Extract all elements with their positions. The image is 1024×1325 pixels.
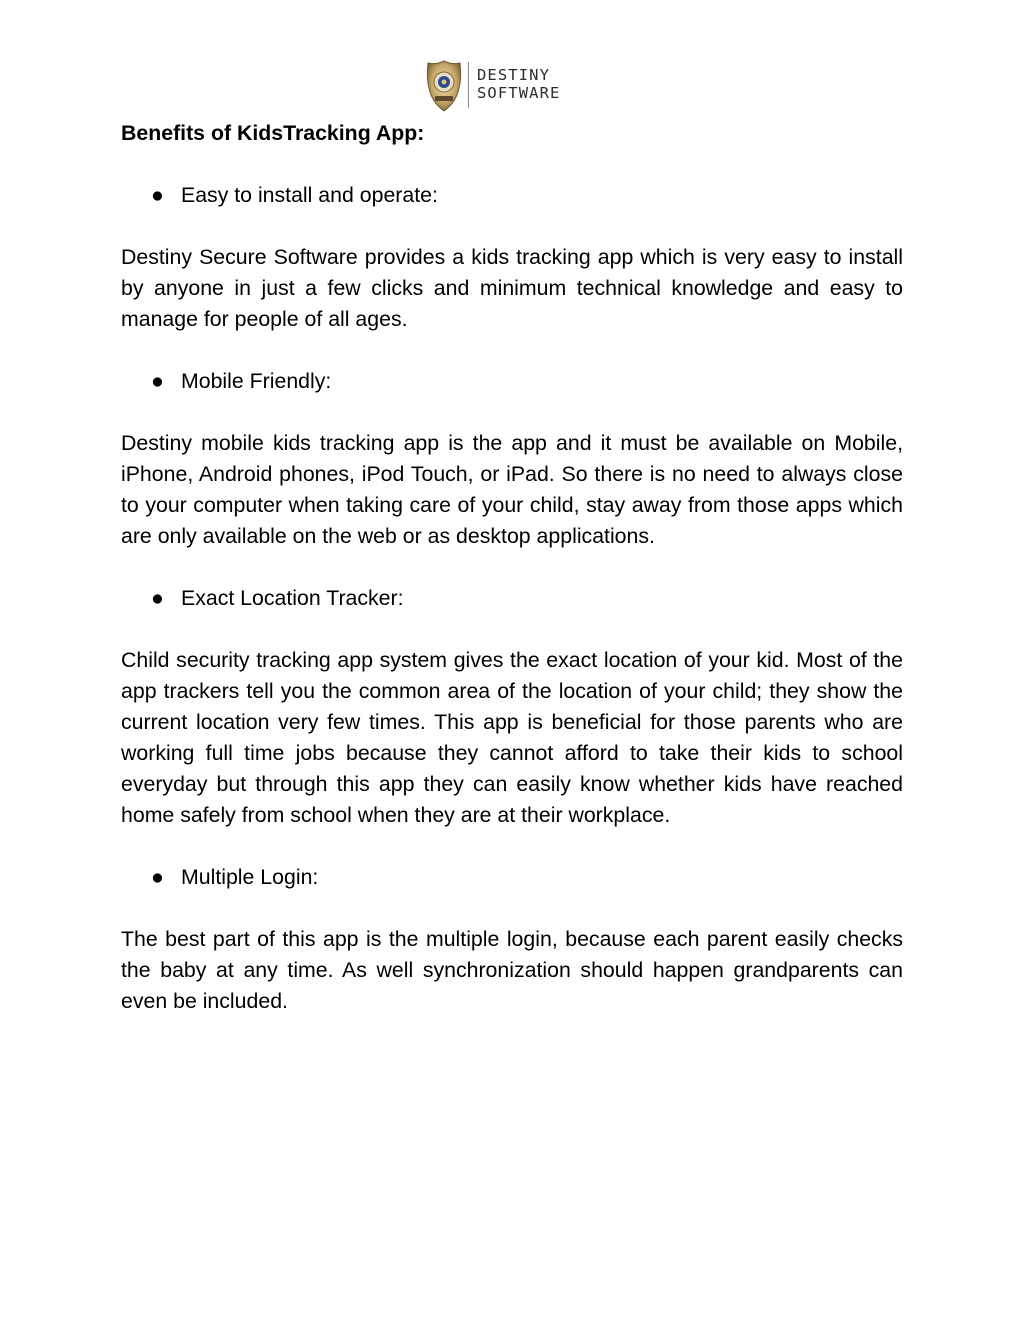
paragraph-location-tracker: Child security tracking app system gives the exact location of your kid. Most of the app trackers tell you the common area of the location of your child; they show the current location very few times. This app is beneficial for those parents who are working full time jobs because they cannot afford to take their kids to school everyday but through this app they can easily know whether kids have reached home safely from school when they are at their workplace. bbox=[121, 648, 903, 827]
bullet-icon: ● bbox=[151, 369, 164, 393]
bullet-icon: ● bbox=[151, 183, 164, 207]
bullet-label: Mobile Friendly: bbox=[181, 369, 332, 393]
bullet-item-easy-install bbox=[121, 180, 903, 211]
destiny-software-logo bbox=[426, 60, 606, 112]
bullet-label: Easy to install and operate: bbox=[181, 183, 438, 207]
bullet-icon: ● bbox=[151, 586, 164, 610]
logo-divider bbox=[468, 62, 469, 108]
document-heading: Benefits of KidsTracking App: bbox=[121, 121, 425, 145]
paragraph-mobile-friendly: Destiny mobile kids tracking app is the app and it must be available on Mobile, iPhone, Android phones, iPod Touch, or iPad. So there is no need to always close to your computer when taking care of your child, stay away from those apps which are only available on the web or as desktop applications. bbox=[121, 431, 903, 548]
bullet-item-mobile-friendly bbox=[121, 366, 903, 397]
bullet-label: Multiple Login: bbox=[181, 865, 319, 889]
bullet-label: Exact Location Tracker: bbox=[181, 586, 404, 610]
paragraph-easy-install: Destiny Secure Software provides a kids tracking app which is very easy to install by anyone in just a few clicks and minimum technical knowledge and easy to manage for people of all ages. bbox=[121, 245, 903, 331]
bullet-item-location-tracker bbox=[121, 583, 903, 614]
bullet-item-multiple-login bbox=[121, 862, 903, 893]
paragraph-multiple-login: The best part of this app is the multiple login, because each parent easily checks the baby at any time. As well synchronization should happen grandparents can even be included. bbox=[121, 927, 903, 1013]
logo-text-software: SOFTWARE bbox=[477, 84, 561, 102]
document-body bbox=[121, 118, 903, 1017]
logo-text-destiny: DESTINY bbox=[477, 66, 551, 84]
police-badge-icon bbox=[426, 60, 462, 112]
bullet-icon: ● bbox=[151, 865, 164, 889]
